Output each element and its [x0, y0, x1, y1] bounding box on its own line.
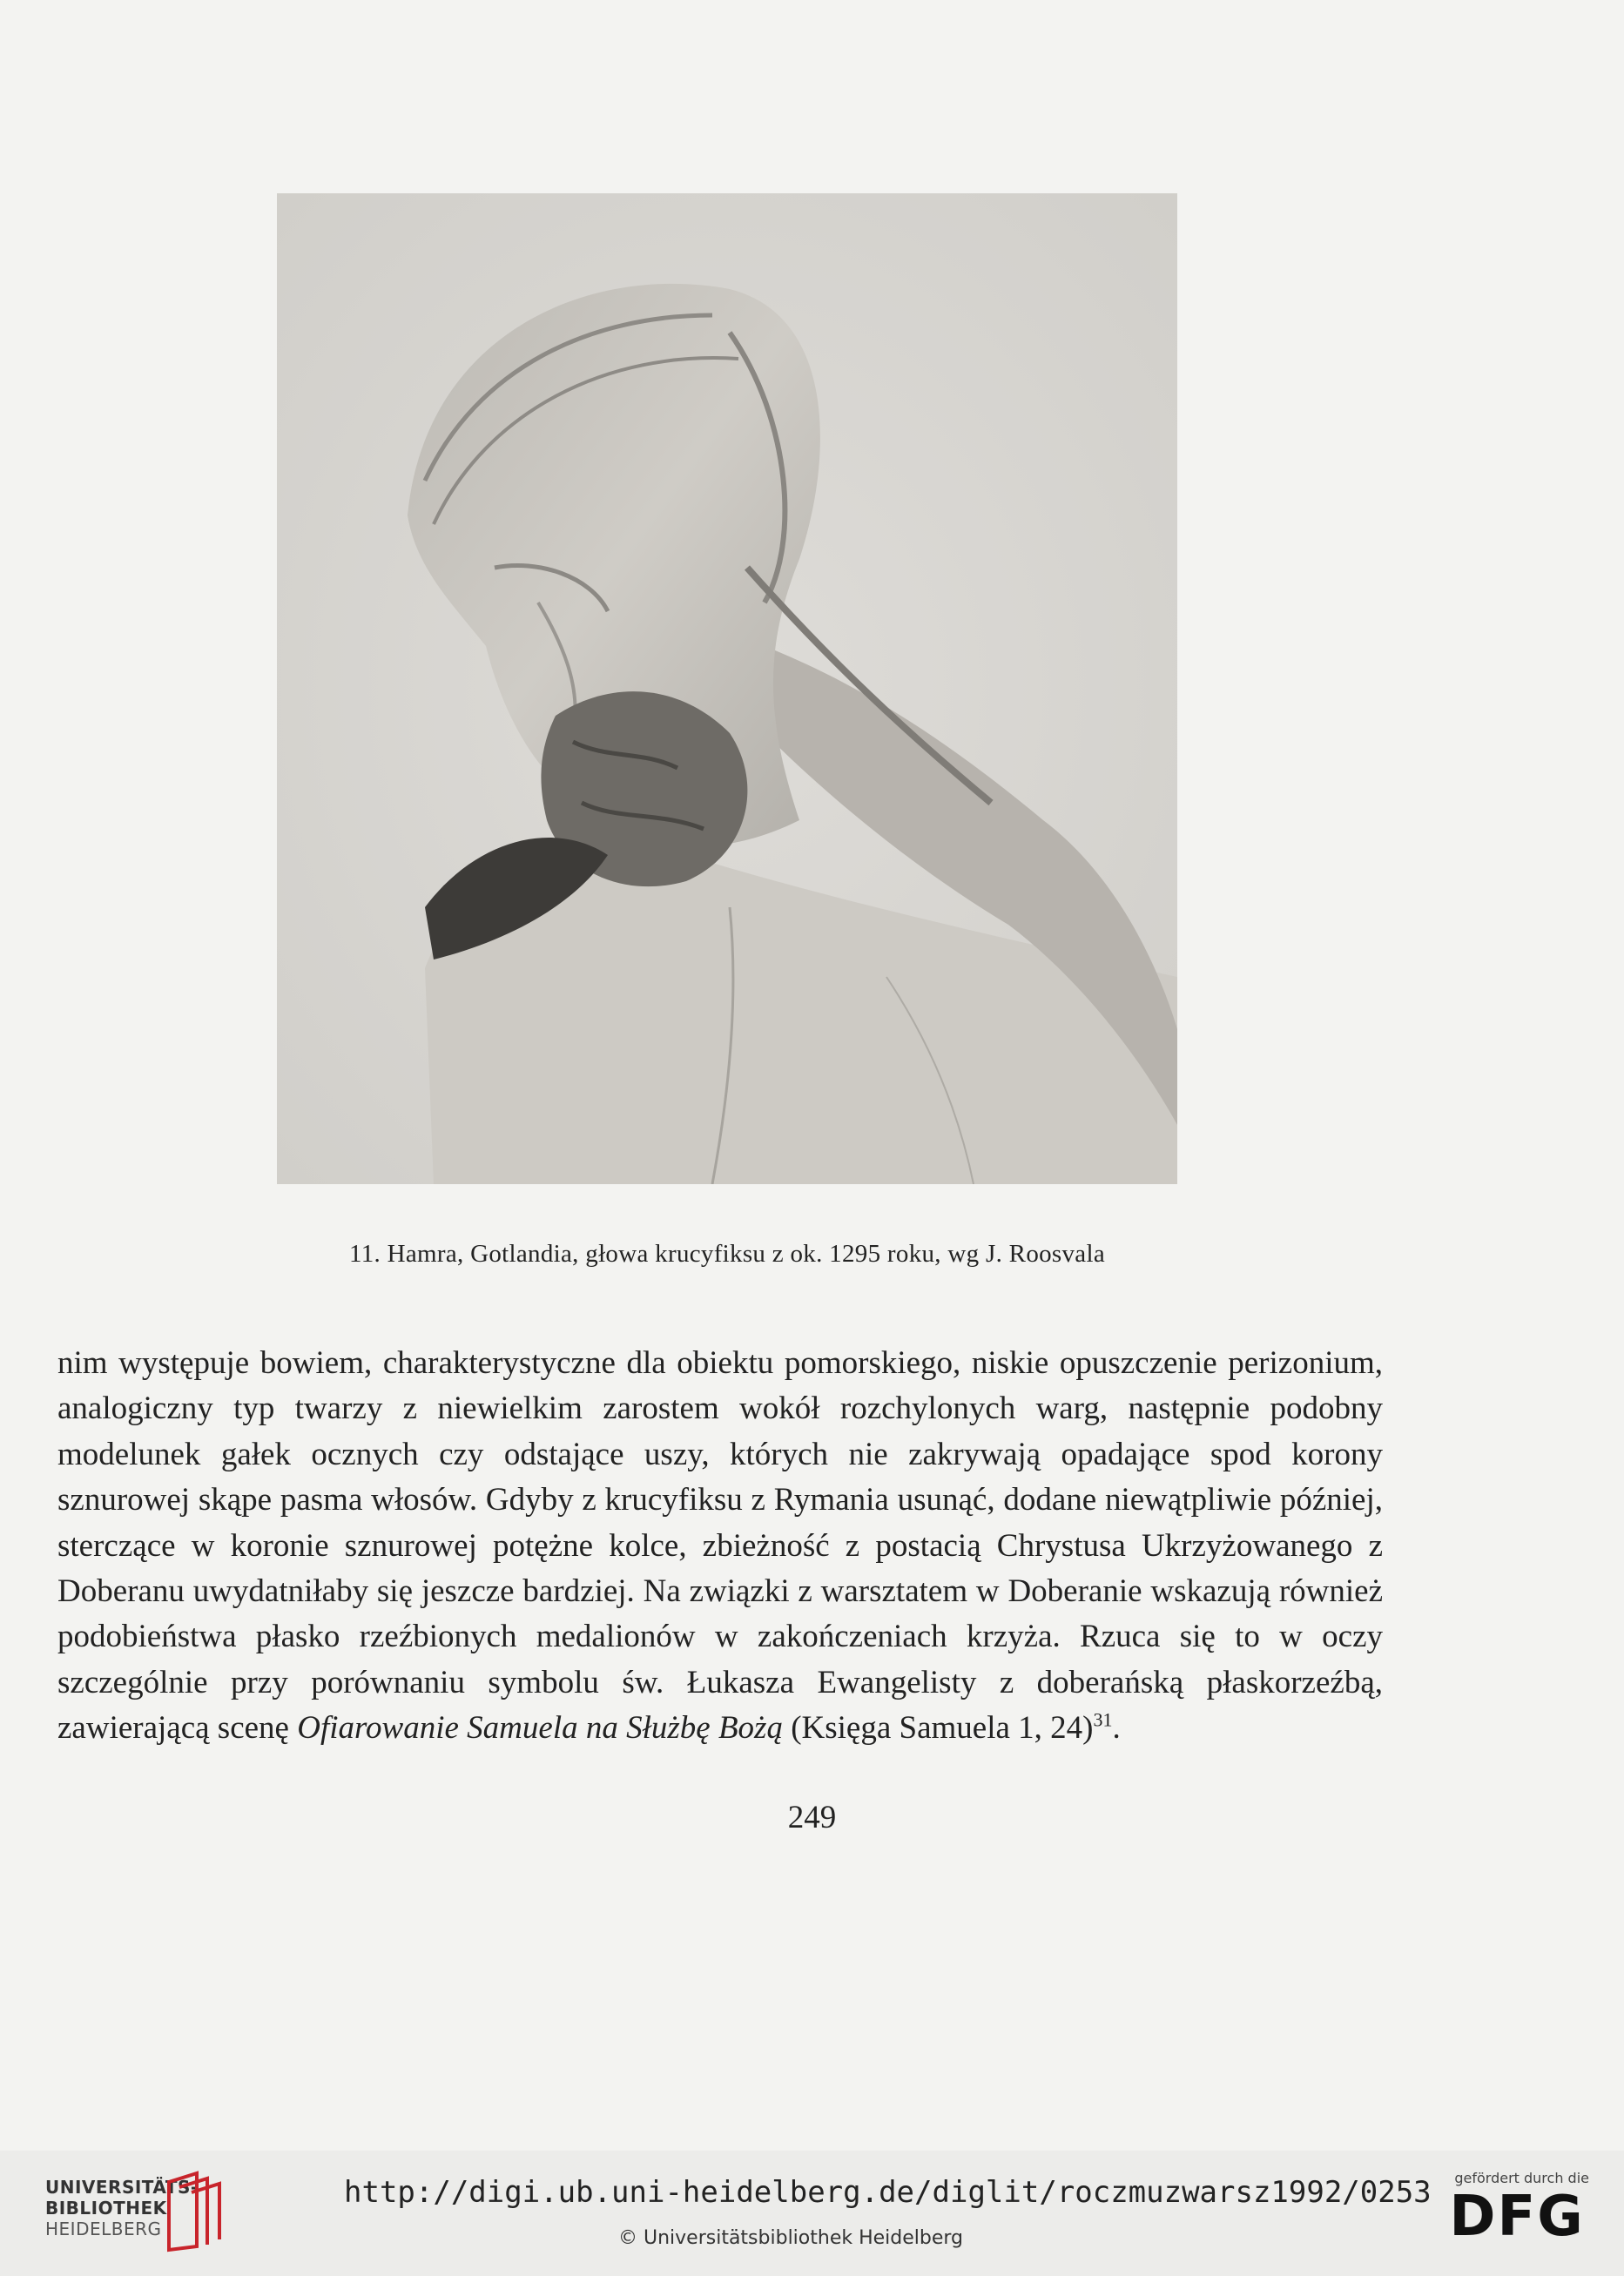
crucifix-head-image	[277, 193, 1177, 1184]
library-name-line1: UNIVERSITÄTS-	[45, 2177, 199, 2198]
dfg-funding-logo[interactable]	[1449, 2170, 1589, 2247]
library-name-line3: HEIDELBERG	[45, 2219, 162, 2239]
page-number: 249	[787, 1800, 837, 1835]
figure-caption: 11. Hamra, Gotlandia, głowa krucyfiksu z ok. 1295 roku, wg J. Roosvala	[348, 1240, 1106, 1268]
body-paragraph	[57, 1341, 1383, 1752]
paragraph-text	[57, 1341, 1383, 1752]
footer-bar	[0, 2151, 1624, 2276]
italic-title: Ofiarowanie Samuela na Służbę Bożą	[297, 1710, 783, 1747]
dfg-wordmark: DFG	[1449, 2185, 1585, 2249]
copyright-notice: © Universitätsbibliothek Heidelberg	[618, 2227, 964, 2249]
document-url-link[interactable]: http://digi.ub.uni-heidelberg.de/diglit/roczmuzwarsz1992/0253	[344, 2175, 1432, 2210]
footnote-reference[interactable]: 31	[1093, 1708, 1113, 1731]
sculpture-photo	[277, 193, 1177, 1184]
library-emblem-icon	[162, 2170, 228, 2253]
funded-by-label: gefördert durch die	[1454, 2170, 1589, 2186]
paragraph-tail-text: (Księga Samuela 1, 24)	[782, 1710, 1094, 1747]
paragraph-main-text: nim występuje bowiem, charakterystyczne dla obiektu pomorskiego, niskie opuszczenie perizonium, analogiczny typ twarzy z niewielkim zarostem wokół rozchylonych warg, następnie podobny modelunek gałek ocznych czy odstające uszy, których nie zakrywają opadające spod korony sznurowej skąpe pasma włosów. Gdyby z krucyfiksu z Rymania usunąć, dodane niewątpliwie później, sterczące w koronie sznurowej potężne kolce, zbieżność z postacią Chrystusa Ukrzyżowanego z Doberanu uwydatniłaby się jeszcze bardziej. Na związki z warsztatem w Doberanie wskazują również podobieństwa płasko rzeźbionych medalionów w zakończeniach krzyża. Rzuca się to w oczy szczególnie przy porównaniu symbolu św. Łukasza Ewangelisty z doberańską płaskorzeźbą, zawierającą scenę	[57, 1345, 1383, 1747]
end-punctuation: .	[1112, 1710, 1121, 1747]
library-name-line2: BIBLIOTHEK	[45, 2198, 167, 2219]
